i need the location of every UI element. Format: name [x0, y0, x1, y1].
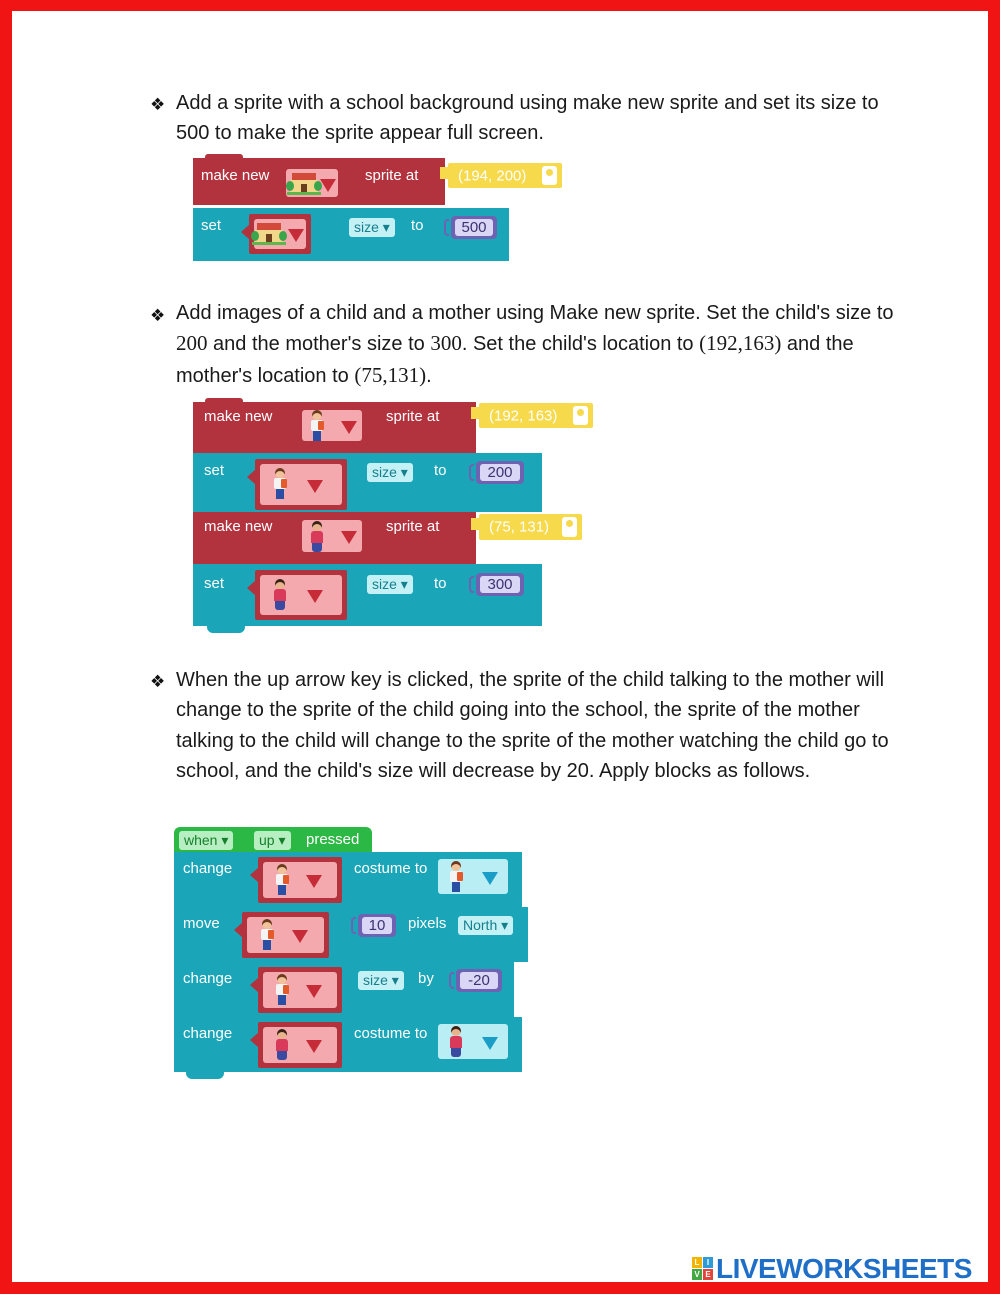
- sprite-dropdown[interactable]: [297, 405, 367, 446]
- key-dropdown[interactable]: up ▾: [254, 831, 291, 850]
- bullet-icon: ❖: [150, 95, 166, 114]
- sprite-dropdown[interactable]: [258, 1022, 342, 1068]
- mother-sprite-icon: [272, 579, 288, 611]
- change-mother-costume-block[interactable]: [174, 1017, 522, 1072]
- pressed-label: pressed: [306, 831, 360, 848]
- property-dropdown[interactable]: size ▾: [367, 463, 413, 482]
- when-key-pressed-block[interactable]: [174, 827, 372, 853]
- child-sprite-icon: [309, 410, 325, 442]
- change-child-costume-block[interactable]: [174, 852, 522, 907]
- property-dropdown[interactable]: size ▾: [358, 971, 404, 990]
- set-size-block[interactable]: [193, 208, 509, 261]
- child-walking-costume-icon: [448, 861, 464, 893]
- instruction-paragraph-2: Add images of a child and a mother using Make new sprite. Set the child's size to 200 and the mother's size to 300. Set the child's location to (192,163) and the mother's location to (75,131).: [176, 302, 894, 387]
- event-dropdown[interactable]: when ▾: [179, 831, 233, 850]
- make-new-label: make new: [204, 408, 273, 425]
- set-child-size-block[interactable]: [193, 453, 542, 512]
- make-new-child-block[interactable]: [193, 402, 476, 453]
- chevron-down-icon: [306, 985, 322, 998]
- mother-watching-costume-icon: [448, 1026, 464, 1058]
- sprite-dropdown[interactable]: [249, 214, 311, 254]
- move-value-input[interactable]: [358, 914, 396, 937]
- move-label: move: [183, 915, 220, 932]
- set-label: set: [204, 575, 225, 592]
- sprite-dropdown[interactable]: [255, 459, 347, 510]
- sprite-dropdown[interactable]: [281, 164, 343, 202]
- location-pin-icon[interactable]: [542, 166, 557, 185]
- make-new-sprite-block[interactable]: [193, 158, 445, 205]
- sprite-dropdown[interactable]: [242, 912, 329, 958]
- location-input[interactable]: [448, 163, 562, 188]
- make-new-label: make new: [201, 167, 270, 184]
- chevron-down-icon: [482, 872, 498, 885]
- child-sprite-icon: [274, 974, 290, 1006]
- chevron-down-icon: [288, 229, 304, 242]
- to-label: to: [434, 575, 447, 592]
- block-bump: [207, 625, 245, 633]
- to-label: to: [434, 462, 447, 479]
- chevron-down-icon: [292, 930, 308, 943]
- direction-dropdown[interactable]: North ▾: [458, 916, 513, 935]
- make-new-label: make new: [204, 518, 273, 535]
- costume-to-label: costume to: [354, 860, 428, 877]
- costume-dropdown[interactable]: [438, 859, 508, 894]
- move-child-block[interactable]: [174, 907, 528, 962]
- location-pin-icon[interactable]: [573, 406, 588, 425]
- child-location-value: (192, 163): [489, 407, 558, 424]
- size-change-input[interactable]: [456, 969, 502, 992]
- location-value: (194, 200): [458, 167, 527, 184]
- chevron-down-icon: [306, 875, 322, 888]
- mother-size-value: 300: [480, 576, 520, 593]
- sprite-at-label: sprite at: [386, 408, 440, 425]
- change-label: change: [183, 860, 233, 877]
- location-pin-icon[interactable]: [562, 517, 577, 537]
- child-sprite-icon: [274, 864, 290, 896]
- pixels-label: pixels: [408, 915, 447, 932]
- move-value: 10: [362, 917, 392, 934]
- child-sprite-icon: [259, 919, 275, 951]
- sprite-at-label: sprite at: [386, 518, 440, 535]
- child-sprite-icon: [272, 468, 288, 500]
- chevron-down-icon: [341, 531, 357, 544]
- set-mother-size-block[interactable]: [193, 564, 542, 626]
- change-label: change: [183, 1025, 233, 1042]
- chevron-down-icon: [307, 590, 323, 603]
- chevron-down-icon: [320, 179, 336, 192]
- size-value-input[interactable]: [451, 216, 497, 239]
- instruction-paragraph-1: Add a sprite with a school background using make new sprite and set its size to 500 to make the sprite appear full screen.: [176, 92, 879, 145]
- bullet-icon: ❖: [150, 672, 166, 691]
- chevron-down-icon: [306, 1040, 322, 1053]
- size-value: 500: [455, 219, 493, 236]
- costume-dropdown[interactable]: [438, 1024, 508, 1059]
- logo-mark-icon: L I V E: [692, 1257, 714, 1281]
- logo-text: LIVEWORKSHEETS: [716, 1253, 972, 1284]
- sprite-dropdown[interactable]: [297, 515, 367, 557]
- block-notch: [205, 398, 243, 404]
- mother-sprite-icon: [309, 521, 325, 553]
- mother-location-value: (75, 131): [489, 518, 550, 536]
- costume-to-label: costume to: [354, 1025, 428, 1042]
- mother-sprite-icon: [274, 1029, 290, 1061]
- mother-location-input[interactable]: [479, 514, 582, 540]
- block-notch: [205, 154, 243, 160]
- child-size-input[interactable]: [476, 461, 524, 484]
- change-child-size-block[interactable]: [174, 962, 514, 1017]
- chevron-down-icon: [341, 421, 357, 434]
- sprite-dropdown[interactable]: [258, 857, 342, 903]
- mother-size-input[interactable]: [476, 573, 524, 596]
- school-sprite-icon: [254, 223, 284, 245]
- sprite-at-label: sprite at: [365, 167, 419, 184]
- block-bump: [186, 1071, 224, 1079]
- sprite-dropdown[interactable]: [258, 967, 342, 1013]
- sprite-dropdown[interactable]: [255, 570, 347, 620]
- bullet-icon: ❖: [150, 306, 166, 325]
- instruction-paragraph-3: When the up arrow key is clicked, the sprite of the child talking to the mother will change to the sprite of the child going into the school, the sprite of the mother talking to the child will change to the sprite of the mother watching the child go to school, and the child's size will decrease by 20. Apply blocks as follows.: [176, 669, 889, 783]
- child-location-input[interactable]: [479, 403, 593, 428]
- chevron-down-icon: [307, 480, 323, 493]
- to-label: to: [411, 217, 424, 234]
- school-sprite-icon: [289, 173, 319, 195]
- set-label: set: [204, 462, 225, 479]
- child-size-value: 200: [480, 464, 520, 481]
- make-new-mother-block[interactable]: [193, 512, 476, 564]
- change-label: change: [183, 970, 233, 987]
- property-dropdown[interactable]: size ▾: [367, 575, 413, 594]
- by-label: by: [418, 970, 434, 987]
- chevron-down-icon: [482, 1037, 498, 1050]
- property-dropdown[interactable]: size ▾: [349, 218, 395, 237]
- size-change-value: -20: [460, 972, 498, 989]
- set-label: set: [201, 217, 222, 234]
